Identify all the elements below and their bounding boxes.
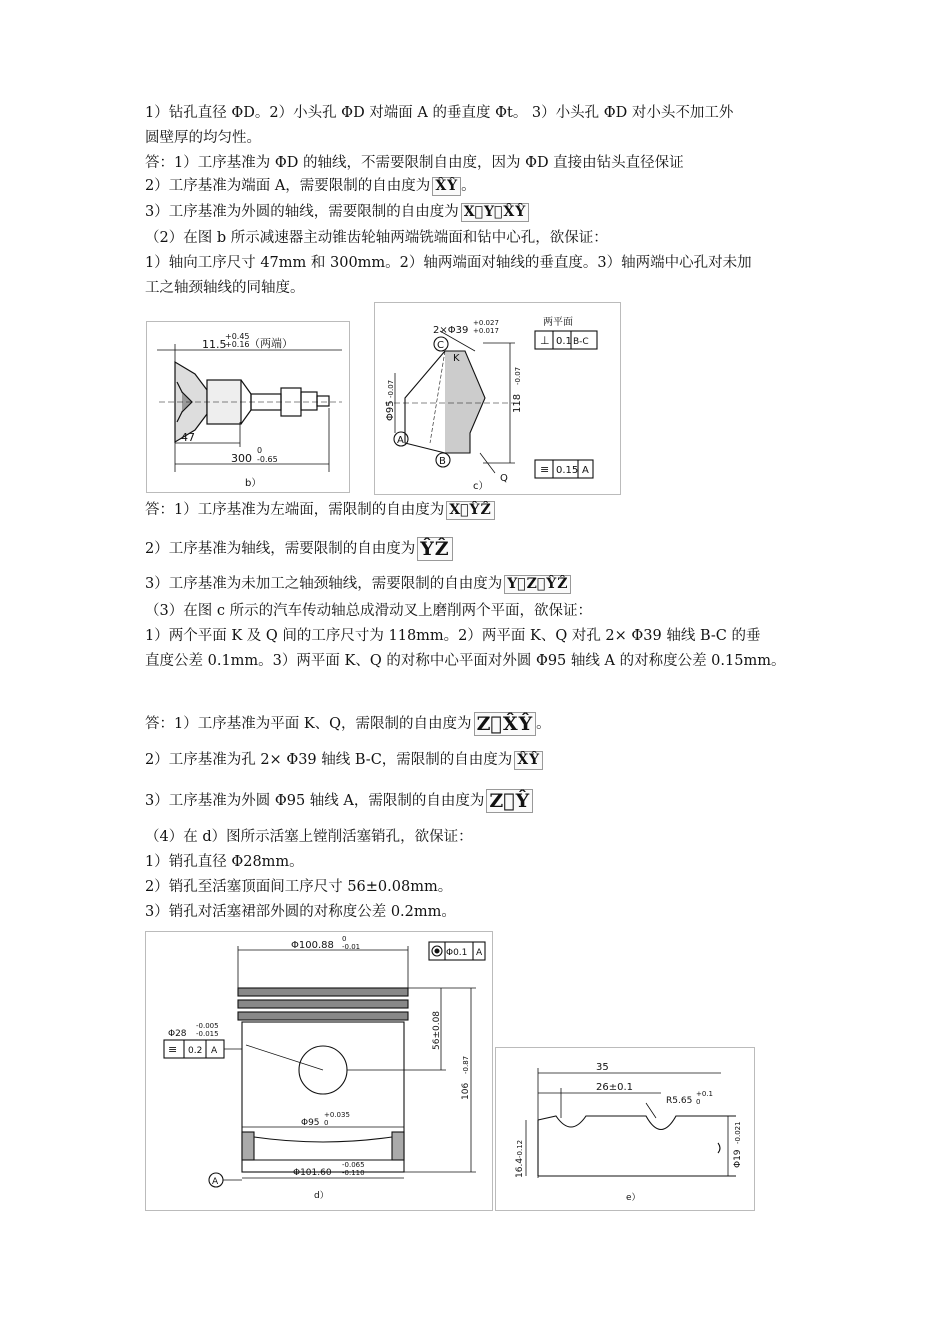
answer-line xyxy=(145,574,571,594)
label-k: K xyxy=(453,353,460,364)
answer-text: 3）工序基准为未加工之轴颈轴线，需要限制的自由度为 xyxy=(145,576,503,592)
dim-95-tol-low: 0 xyxy=(324,1119,329,1127)
dim-bottom-tol-low: -0.110 xyxy=(342,1169,365,1177)
paragraph-line: 工之轴颈轴线的同轴度。 xyxy=(145,280,305,296)
dim-top-tol-low: -0.01 xyxy=(342,943,361,951)
dof-symbol: X⃗Y⃗X̂Ŷ xyxy=(461,203,530,222)
answer-text: 2）工序基准为孔 2× Φ39 轴线 B-C，需限制的自由度为 xyxy=(145,752,513,768)
symmetry-icon: ≡ xyxy=(168,1043,178,1056)
dim-top-tol-low: +0.16 xyxy=(225,340,250,349)
answer-line xyxy=(145,750,543,770)
dim-r-tol-up: +0.1 xyxy=(696,1090,713,1098)
dim-118-tol: -0.07 xyxy=(514,366,522,385)
sym-value: 0.2 xyxy=(188,1046,203,1056)
sym-value: 0.15 xyxy=(556,465,579,476)
dim-r-tol-low: 0 xyxy=(696,1098,701,1106)
answer-line xyxy=(145,789,533,813)
dim-26: 26±0.1 xyxy=(596,1082,634,1093)
dim-300-tol-low: -0.65 xyxy=(257,455,278,464)
question-line: （3）在图 c 所示的汽车传动轴总成滑动叉上磨削两个平面，欲保证： xyxy=(145,603,593,619)
answer-text: 答：1）工序基准为平面 K、Q，需限制的自由度为 xyxy=(145,716,472,732)
dim-top-tol-up: +0.45 xyxy=(225,332,250,341)
answer-text: 2）工序基准为轴线，需要限制的自由度为 xyxy=(145,541,416,557)
answer-text: 3）工序基准为外圆的轴线，需要限制的自由度为 xyxy=(145,204,459,220)
hole-label: 2×Φ39 xyxy=(433,325,469,336)
hole-tol-up: -0.005 xyxy=(196,1022,219,1030)
dim-95-tol: -0.07 xyxy=(387,379,395,398)
dof-symbol: Z⃗X̂Ŷ xyxy=(474,712,537,736)
answer-text: 3）工序基准为外圆 Φ95 轴线 A，需限制的自由度为 xyxy=(145,793,485,809)
figure-e-drawing xyxy=(496,1048,754,1210)
figure-b xyxy=(146,321,350,493)
caption: b） xyxy=(245,478,262,489)
answer-line: 答：1）工序基准为 ΦD 的轴线，不需要限制自由度，因为 ΦD 直接由钻头直径保证 xyxy=(145,155,684,171)
figure-e xyxy=(495,1047,755,1211)
dim-16-4-tol: -0.12 xyxy=(516,1139,524,1158)
dim-106-tol: -0.87 xyxy=(462,1055,470,1074)
paragraph-line: 1）两个平面 K 及 Q 间的工序尺寸为 118mm。2）两平面 K、Q 对孔 2× Φ39 轴线 B-C 的垂 xyxy=(145,628,761,644)
label-b: B xyxy=(439,456,446,467)
dim-56: 56±0.08 xyxy=(432,1010,442,1050)
sym-ref: A xyxy=(582,465,589,476)
dof-symbol: Z⃗Ŷ xyxy=(486,789,533,813)
dof-symbol: Y⃗Z⃗ŶẐ xyxy=(504,575,571,594)
dim-118: 118 xyxy=(512,393,523,413)
dof-symbol: ŶẐ xyxy=(417,537,452,561)
paragraph-line: 3）销孔对活塞裙部外圆的对称度公差 0.2mm。 xyxy=(145,904,456,920)
figure-b-drawing xyxy=(147,322,349,492)
dim-106: 106 xyxy=(461,1082,471,1100)
answer-line xyxy=(145,537,453,561)
hole-tol-low: -0.015 xyxy=(196,1030,219,1038)
answer-text: 2）工序基准为端面 A，需要限制的自由度为 xyxy=(145,178,431,194)
perp-ref: B-C xyxy=(573,337,589,347)
caption: d） xyxy=(314,1191,329,1201)
dim-19-tol: -0.021 xyxy=(734,1121,742,1144)
period: 。 xyxy=(461,178,476,194)
figure-c-drawing xyxy=(375,303,620,494)
caption: c） xyxy=(473,481,489,492)
hole-label: Φ28 xyxy=(168,1029,187,1039)
dim-r: R5.65 xyxy=(666,1096,693,1106)
dim-95: Φ95 xyxy=(301,1118,320,1128)
symmetry-icon: ≡ xyxy=(540,463,550,476)
label-q: Q xyxy=(500,473,508,484)
question-line: （2）在图 b 所示减速器主动锥齿轮轴两端铣端面和钻中心孔，欲保证： xyxy=(145,230,608,246)
dim-top-tol-up: 0 xyxy=(342,935,347,943)
perp-value: 0.1 xyxy=(556,336,572,347)
answer-text: 答：1）工序基准为左端面，需限制的自由度为 xyxy=(145,502,445,518)
figure-d-drawing xyxy=(146,932,492,1210)
paragraph-line: 直度公差 0.1mm。3）两平面 K、Q 的对称中心平面对外圆 Φ95 轴线 A 的对称度公差 0.15mm。 xyxy=(145,653,786,669)
period: 。 xyxy=(536,716,551,732)
dim-bottom: Φ101.60 xyxy=(293,1168,332,1178)
answer-line xyxy=(145,712,551,736)
answer-line xyxy=(145,176,476,196)
dof-symbol: X̂Ŷ xyxy=(514,751,543,770)
runout-value: Φ0.1 xyxy=(446,948,468,958)
dim-300: 300 xyxy=(231,452,252,465)
dof-symbol: X̂Ŷ xyxy=(432,177,461,196)
label-a: A xyxy=(397,435,404,446)
dim-bottom-tol-up: -0.065 xyxy=(342,1161,365,1169)
dim-95: Φ95 xyxy=(385,400,396,421)
paragraph-line: 圆壁厚的均匀性。 xyxy=(145,130,261,146)
label-c: C xyxy=(437,340,444,351)
answer-line xyxy=(145,500,495,520)
sym-ref: A xyxy=(211,1046,218,1056)
dof-symbol: X⃗ŶẐ xyxy=(446,501,494,520)
dim-300-tol-up: 0 xyxy=(257,446,263,455)
question-line: （4）在 d）图所示活塞上镗削活塞销孔，欲保证： xyxy=(145,829,473,845)
perpendicular-icon: ⊥ xyxy=(540,334,550,347)
dim-47: 47 xyxy=(181,431,195,444)
title: 两平面 xyxy=(543,317,573,328)
label-a: A xyxy=(212,1177,219,1187)
runout-ref: A xyxy=(476,948,483,958)
figure-c xyxy=(374,302,621,495)
paragraph-line: 1）轴向工序尺寸 47mm 和 300mm。2）轴两端面对轴线的垂直度。3）轴两端中心孔对未加 xyxy=(145,255,752,271)
caption: e） xyxy=(626,1193,641,1203)
paragraph-line: 1）销孔直径 Φ28mm。 xyxy=(145,854,304,870)
dim-top: 11.5 xyxy=(202,338,227,351)
dim-top: Φ100.88 xyxy=(291,940,334,951)
dim-35: 35 xyxy=(596,1062,609,1073)
dim-19: Φ19 xyxy=(733,1149,743,1168)
paragraph-line: 1）钻孔直径 ΦD。2）小头孔 ΦD 对端面 A 的垂直度 Φt。 3）小头孔 ΦD 对小头不加工外 xyxy=(145,105,734,121)
dim-95-tol-up: +0.035 xyxy=(324,1111,350,1119)
hole-tol-low: +0.017 xyxy=(473,327,499,335)
dim-16-4: 16.4 xyxy=(515,1157,525,1178)
hole-tol-up: +0.027 xyxy=(473,319,499,327)
figure-d xyxy=(145,931,493,1211)
dim-top-note: （两端） xyxy=(249,337,293,350)
paragraph-line: 2）销孔至活塞顶面间工序尺寸 56±0.08mm。 xyxy=(145,879,453,895)
answer-line xyxy=(145,202,529,222)
